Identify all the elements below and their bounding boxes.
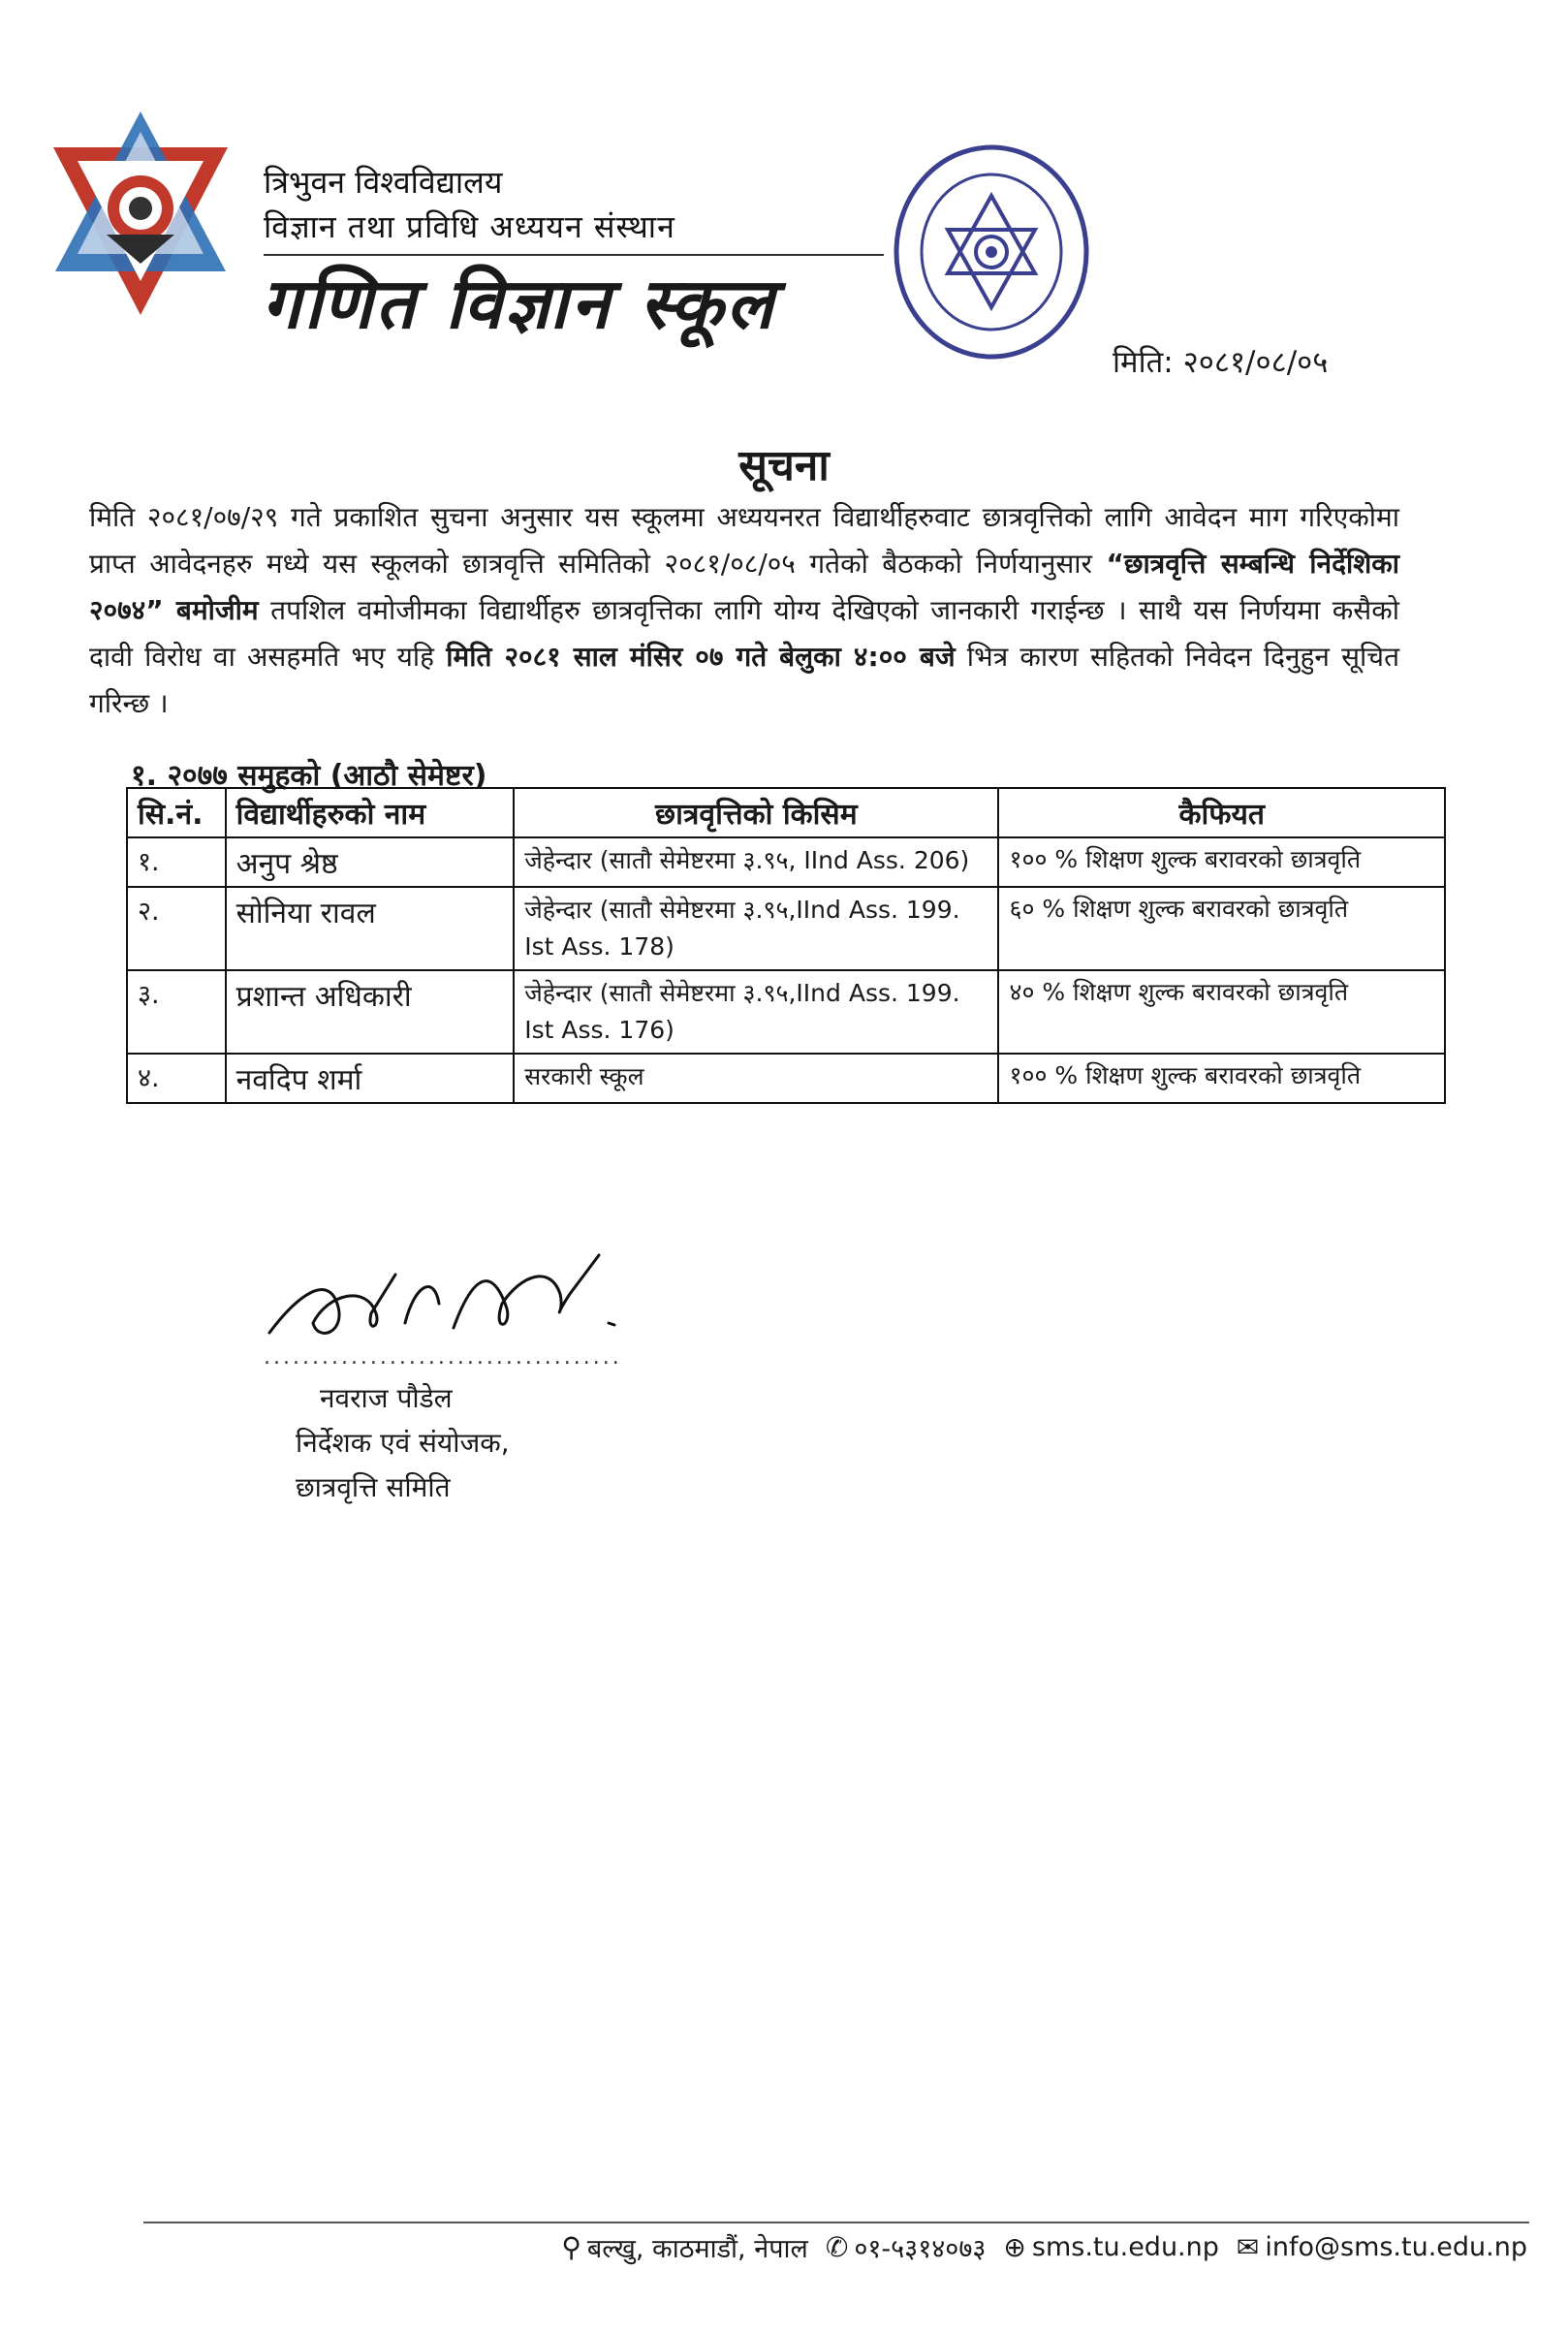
row-remark: १०० % शिक्षण शुल्क बरावरको छात्रवृति — [998, 837, 1445, 887]
institute-name: विज्ञान तथा प्रविधि अध्ययन संस्थान — [264, 208, 675, 245]
table-row — [127, 837, 1445, 887]
row-name: सोनिया रावल — [226, 887, 515, 970]
university-name: त्रिभुवन विश्वविद्यालय — [264, 164, 503, 201]
row-type: सरकारी स्कूल — [514, 1054, 998, 1103]
footer-phone: ✆ ०१-५३१४०७३ — [825, 2231, 987, 2264]
notice-date — [1113, 341, 1328, 382]
group-heading: १. २०७७ समुहको (आठौ सेमेष्टर) — [131, 759, 487, 793]
row-sn: ४. — [127, 1054, 226, 1103]
row-remark: ६० % शिक्षण शुल्क बरावरको छात्रवृति — [998, 887, 1445, 970]
footer-address: ⚲ बल्खु, काठमाडौं, नेपाल — [561, 2231, 808, 2264]
footer-rule — [143, 2222, 1529, 2223]
row-name: प्रशान्त अधिकारी — [226, 970, 515, 1054]
notice-title: सूचना — [738, 441, 830, 490]
row-remark: ४० % शिक्षण शुल्क बरावरको छात्रवृति — [998, 970, 1445, 1054]
header-remark: कैफियत — [998, 788, 1445, 837]
tu-logo-icon — [48, 107, 233, 320]
date-label: मिति: — [1113, 345, 1174, 380]
footer-email[interactable]: ✉ info@sms.tu.edu.np — [1236, 2231, 1527, 2263]
header-name: विद्यार्थीहरुको नाम — [226, 788, 515, 837]
school-name: गणित विज्ञान स्कूल — [262, 262, 776, 344]
row-name: अनुप श्रेष्ठ — [226, 837, 515, 887]
table-row — [127, 887, 1445, 970]
date-value: २०८१/०८/०५ — [1182, 345, 1329, 380]
scholarship-table — [126, 787, 1446, 1104]
signatory-committee: छात्रवृत्ति समिति — [296, 1471, 451, 1503]
footer-website[interactable]: ⊕ sms.tu.edu.np — [1003, 2231, 1219, 2263]
phone-icon: ✆ — [825, 2231, 849, 2263]
row-sn: २. — [127, 887, 226, 970]
table-header-row — [127, 788, 1445, 837]
table-row — [127, 1054, 1445, 1103]
globe-icon: ⊕ — [1003, 2231, 1026, 2263]
signature-dotted-line: ..................................... — [264, 1345, 622, 1370]
location-pin-icon: ⚲ — [561, 2231, 581, 2263]
mail-icon: ✉ — [1236, 2231, 1260, 2263]
row-type: जेहेन्दार (सातौ सेमेष्टरमा ३.९५, IInd Ass. 206) — [514, 837, 998, 887]
footer-contact — [561, 2229, 1527, 2265]
signatory-title: निर्देशक एवं संयोजक, — [296, 1427, 510, 1459]
row-name: नवदिप शर्मा — [226, 1054, 515, 1103]
signatory-name: नवराज पौडेल — [320, 1382, 453, 1414]
signatory-block — [296, 1376, 510, 1510]
official-stamp-icon — [890, 138, 1093, 366]
notice-body: मिति २०८१/०७/२९ गते प्रकाशित सुचना अनुसार यस स्कूलमा अध्ययनरत विद्यार्थीहरुवाट छात्रवृत्तिको लागि आवेदन माग गरिएकोमा प्राप्त आवेदनहरु मध्ये यस स्कूलको छात्रवृत्ति समितिको २०८१/०८/०५ गतेको बैठकको निर्णयानुसार “छात्रवृत्ति सम्बन्धि निर्देशिका २०७४” बमोजीम तपशिल वमोजीमका विद्यार्थीहरु छात्रवृत्तिका लागि योग्य देखिएको जानकारी गराईन्छ । साथै यस निर्णयमा कसैको दावी विरोध वा असहमति भए यहि मिति २०८१ साल मंसिर ०७ गते बेलुका ४:०० बजे भित्र कारण सहितको निवेदन दिनुहुन सूचित गरिन्छ । — [89, 501, 1400, 719]
row-sn: ३. — [127, 970, 226, 1054]
header-sn: सि.नं. — [127, 788, 226, 837]
table-row — [127, 970, 1445, 1054]
row-remark: १०० % शिक्षण शुल्क बरावरको छात्रवृति — [998, 1054, 1445, 1103]
row-type: जेहेन्दार (सातौ सेमेष्टरमा ३.९५,IInd Ass. 199. Ist Ass. 178) — [514, 887, 998, 970]
header-type: छात्रवृत्तिको किसिम — [514, 788, 998, 837]
row-sn: १. — [127, 837, 226, 887]
row-type: जेहेन्दार (सातौ सेमेष्टरमा ३.९५,IInd Ass. 199. Ist Ass. 176) — [514, 970, 998, 1054]
